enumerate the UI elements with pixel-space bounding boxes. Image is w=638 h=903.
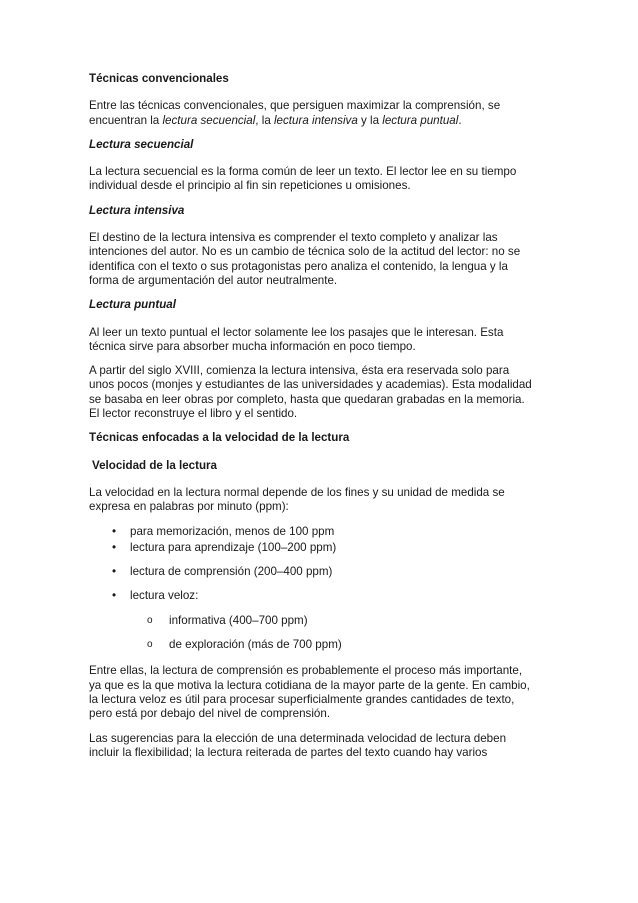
text-span: , la: [255, 113, 274, 127]
text-line: Las sugerencias para la elección de una determinada velocidad de lectura deben: [89, 731, 507, 745]
paragraph-intensiva: [89, 231, 549, 288]
document-page: [89, 72, 549, 770]
emphasis-lectura-secuencial: lectura secuencial: [162, 113, 256, 127]
text-line: técnica sirve para absorber mucha información en poco tiempo.: [89, 339, 416, 353]
emphasis-lectura-puntual: lectura puntual: [382, 113, 459, 127]
text-line: Entre las técnicas convencionales, que persiguen maximizar la comprensión, se: [89, 99, 501, 113]
sub-list-item: o de exploración (más de 700 ppm): [89, 638, 549, 652]
text-line: ya que es la que motiva la lectura cotidiana de la mayor parte de la gente. En cambio,: [89, 678, 530, 692]
text-line: incluir la flexibilidad; la lectura reiterada de partes del texto cuando hay varios: [89, 745, 488, 759]
text-line: La lectura secuencial es la forma común de leer un texto. El lector lee en su tiempo: [89, 165, 517, 179]
text-line: la lectura veloz es útil para procesar superficialmente grandes cantidades de texto,: [89, 692, 515, 706]
heading-lectura-intensiva: Lectura intensiva: [89, 203, 185, 217]
paragraph-secuencial: [89, 165, 549, 194]
paragraph-puntual: [89, 326, 549, 355]
text-line: se basaba en leer obras por completo, hasta que quedaran grabadas en la memoria.: [89, 392, 525, 406]
text-span: encuentran la: [89, 113, 163, 127]
emphasis-lectura-intensiva: lectura intensiva: [273, 113, 358, 127]
heading-lectura-secuencial: Lectura secuencial: [89, 137, 194, 151]
text-line: expresa en palabras por minuto (ppm):: [89, 500, 289, 514]
heading-tecnicas-velocidad: Técnicas enfocadas a la velocidad de la lectura: [89, 431, 350, 445]
paragraph-velocidad: [89, 486, 549, 515]
text-line: unos pocos (monjes y estudiantes de las universidades y academias). Esta modalidad: [89, 378, 532, 392]
text-line: intenciones del autor. No es un cambio de técnica solo de la actitud del lector: no se: [89, 245, 521, 259]
heading-velocidad-lectura: Velocidad de la lectura: [92, 458, 218, 472]
text-line: Entre ellas, la lectura de comprensión es probablemente el proceso más importante,: [89, 664, 523, 678]
text-line: forma de argumentación del autor neutralmente.: [89, 273, 338, 287]
text-line: El destino de la lectura intensiva es comprender el texto completo y analizar las: [89, 231, 498, 245]
speed-list: [89, 525, 549, 604]
text-line: pero está por debajo del nivel de comprensión.: [89, 707, 331, 721]
heading-tecnicas-convencionales: Técnicas convencionales: [89, 72, 229, 85]
text-line: Al leer un texto puntual el lector solamente lee los pasajes que le interesan. Esta: [89, 325, 504, 339]
text-line: individual desde el principio al fin sin repeticiones u omisiones.: [89, 179, 411, 193]
sub-list-item: o informativa (400–700 ppm): [89, 614, 549, 628]
list-item-label: lectura veloz:: [130, 589, 199, 603]
text-span: .: [458, 113, 462, 127]
text-line: La velocidad en la lectura normal depende de los fines y su unidad de medida se: [89, 485, 505, 499]
paragraph-intro: [89, 99, 549, 128]
list-item: • lectura para aprendizaje (100–200 ppm): [89, 541, 549, 555]
heading-lectura-puntual: Lectura puntual: [89, 298, 176, 312]
text-line: identifica con el texto o sus protagonistas pero analiza el contenido, la lengua y la: [89, 259, 508, 273]
text-line: A partir del siglo XVIII, comienza la lectura intensiva, ésta era reservada solo para: [89, 364, 510, 378]
paragraph-entre-ellas: [89, 664, 549, 721]
list-item: • lectura de comprensión (200–400 ppm): [89, 565, 549, 579]
list-item: [89, 589, 549, 603]
text-line: El lector reconstruye el libro y el sentido.: [89, 407, 298, 421]
speed-sublist: [89, 614, 549, 653]
paragraph-sugerencias: [89, 732, 549, 761]
text-line: [89, 114, 549, 128]
list-item: • para memorización, menos de 100 ppm: [89, 525, 549, 539]
paragraph-historia: [89, 364, 549, 421]
text-span: y la: [357, 113, 383, 127]
